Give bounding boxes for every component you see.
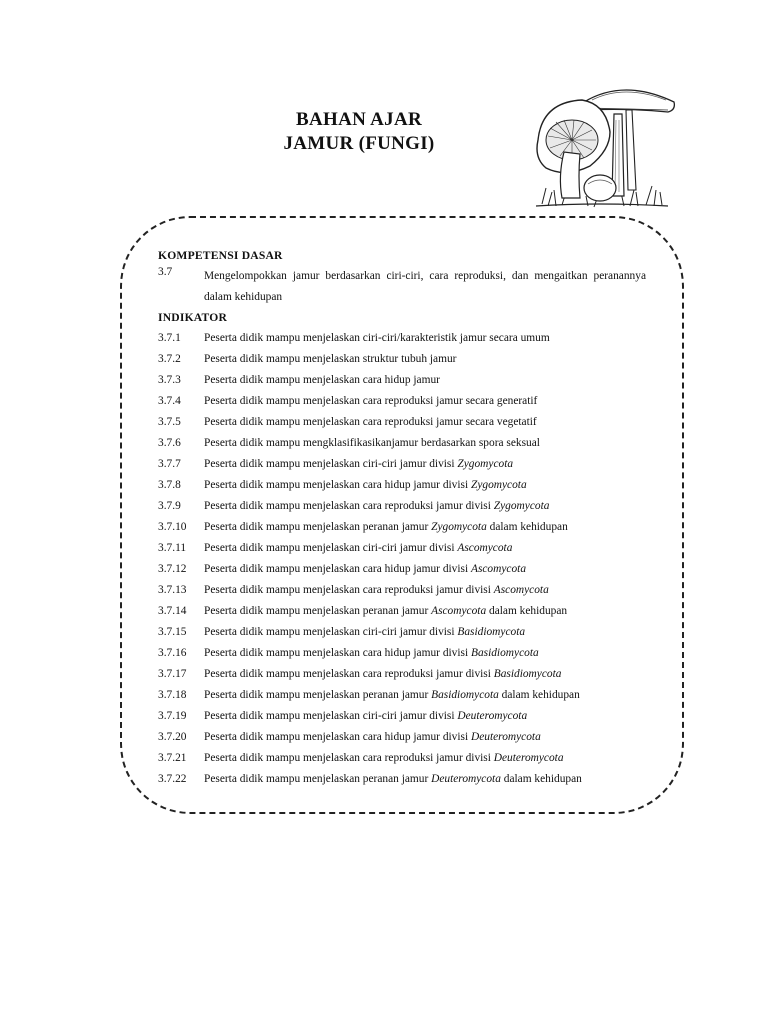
indikator-item <box>158 412 646 433</box>
indikator-text <box>204 412 646 433</box>
indikator-text-suffix: dalam kehidupan <box>486 521 568 533</box>
indikator-item <box>158 370 646 391</box>
indikator-number: 3.7.15 <box>158 626 187 638</box>
indikator-item <box>158 349 646 370</box>
indikator-text-main: Peserta didik mampu menjelaskan ciri-ciri/karakteristik jamur secara umum <box>204 332 550 344</box>
division-name: Ascomycota <box>431 605 487 617</box>
division-name: Ascomycota <box>470 563 527 575</box>
indikator-text-main: Peserta didik mampu menjelaskan ciri-ciri jamur divisi <box>204 626 458 638</box>
indikator-heading: INDIKATOR <box>158 311 228 324</box>
indikator-item <box>158 391 646 412</box>
indikator-number: 3.7.21 <box>158 752 187 764</box>
indikator-number: 3.7.9 <box>158 500 181 512</box>
indikator-text <box>204 769 646 790</box>
indikator-text-main: Peserta didik mampu mengklasifikasikanjamur berdasarkan spora seksual <box>204 437 540 449</box>
indikator-text <box>204 454 646 475</box>
title-line-2: JAMUR (FUNGI) <box>283 133 435 154</box>
indikator-text <box>204 601 646 622</box>
division-name: Ascomycota <box>493 584 549 596</box>
indikator-number: 3.7.1 <box>158 332 181 344</box>
indikator-number: 3.7.12 <box>158 563 187 575</box>
indikator-number: 3.7.4 <box>158 395 181 407</box>
division-name: Basidiomycota <box>493 668 562 680</box>
indikator-number: 3.7.20 <box>158 731 187 743</box>
indikator-item <box>158 769 646 790</box>
indikator-number: 3.7.11 <box>158 542 187 554</box>
indikator-text-main: Peserta didik mampu menjelaskan ciri-ciri jamur divisi <box>204 542 458 554</box>
indikator-text <box>204 517 646 538</box>
indikator-text-main: Peserta didik mampu menjelaskan cara hidup jamur <box>204 374 440 386</box>
indikator-text <box>204 391 646 412</box>
indikator-item <box>158 559 646 580</box>
kompetensi-text: Mengelompokkan jamur berdasarkan ciri-ciri, cara reproduksi, dan mengaitkan peranannya dalam kehidupan <box>204 270 646 303</box>
indikator-list <box>158 328 646 790</box>
indikator-text-suffix: dalam kehidupan <box>498 689 580 701</box>
indikator-text-main: Peserta didik mampu menjelaskan peranan jamur <box>204 521 432 533</box>
indikator-number: 3.7.7 <box>158 458 181 470</box>
division-name: Zygomycota <box>431 521 487 533</box>
indikator-text-main: Peserta didik mampu menjelaskan cara reproduksi jamur divisi <box>204 584 494 596</box>
indikator-number: 3.7.14 <box>158 605 187 617</box>
indikator-text-main: Peserta didik mampu menjelaskan ciri-ciri jamur divisi <box>204 710 458 722</box>
indikator-text-main: Peserta didik mampu menjelaskan struktur tubuh jamur <box>204 353 457 365</box>
indikator-number: 3.7.6 <box>158 437 181 449</box>
indikator-text <box>204 328 646 349</box>
indikator-number: 3.7.10 <box>158 521 187 533</box>
division-name: Ascomycota <box>457 542 513 554</box>
indikator-text-main: Peserta didik mampu menjelaskan cara reproduksi jamur secara generatif <box>204 395 538 407</box>
indikator-text-suffix: dalam kehidupan <box>500 773 582 785</box>
indikator-item <box>158 517 646 538</box>
indikator-item <box>158 433 646 454</box>
title-line-1: BAHAN AJAR <box>296 109 422 130</box>
indikator-item <box>158 622 646 643</box>
indikator-text <box>204 433 646 454</box>
indikator-item <box>158 601 646 622</box>
indikator-number: 3.7.17 <box>158 668 187 680</box>
indikator-text <box>204 706 646 727</box>
indikator-number: 3.7.5 <box>158 416 181 428</box>
indikator-text <box>204 580 646 601</box>
indikator-text-main: Peserta didik mampu menjelaskan cara reproduksi jamur secara vegetatif <box>204 416 537 428</box>
indikator-item <box>158 580 646 601</box>
indikator-text-main: Peserta didik mampu menjelaskan cara hidup jamur divisi <box>204 563 471 575</box>
indikator-text-main: Peserta didik mampu menjelaskan peranan jamur <box>204 689 432 701</box>
indikator-item <box>158 475 646 496</box>
mushroom-illustration <box>528 80 684 212</box>
indikator-text <box>204 727 646 748</box>
kompetensi-number: 3.7 <box>158 266 173 278</box>
indikator-number: 3.7.18 <box>158 689 187 701</box>
indikator-item <box>158 328 646 349</box>
indikator-text-main: Peserta didik mampu menjelaskan cara reproduksi jamur divisi <box>204 668 494 680</box>
indikator-text <box>204 559 646 580</box>
indikator-text <box>204 349 646 370</box>
indikator-item <box>158 643 646 664</box>
indikator-text-main: Peserta didik mampu menjelaskan cara reproduksi jamur divisi <box>204 500 494 512</box>
division-name: Zygomycota <box>457 458 514 470</box>
indikator-text <box>204 370 646 391</box>
indikator-number: 3.7.3 <box>158 374 181 386</box>
indikator-item <box>158 706 646 727</box>
indikator-number: 3.7.19 <box>158 710 187 722</box>
indikator-number: 3.7.22 <box>158 773 187 785</box>
indikator-text <box>204 496 646 517</box>
division-name: Basidiomycota <box>457 626 526 638</box>
indikator-item <box>158 538 646 559</box>
indikator-number: 3.7.13 <box>158 584 187 596</box>
indikator-number: 3.7.2 <box>158 353 181 365</box>
indikator-text-main: Peserta didik mampu menjelaskan peranan jamur <box>204 773 432 785</box>
indikator-text <box>204 643 646 664</box>
kompetensi-heading: KOMPETENSI DASAR <box>158 249 283 262</box>
indikator-number: 3.7.16 <box>158 647 187 659</box>
indikator-item <box>158 496 646 517</box>
division-name: Deuteromycota <box>493 752 564 764</box>
division-name: Deuteromycota <box>470 731 541 743</box>
indikator-item <box>158 727 646 748</box>
indikator-item <box>158 685 646 706</box>
indikator-text-main: Peserta didik mampu menjelaskan ciri-ciri jamur divisi <box>204 458 458 470</box>
kompetensi-item <box>158 266 646 308</box>
division-name: Deuteromycota <box>431 773 501 785</box>
indikator-text <box>204 475 646 496</box>
indikator-text <box>204 622 646 643</box>
indikator-item <box>158 454 646 475</box>
indikator-text <box>204 748 646 769</box>
indikator-text-main: Peserta didik mampu menjelaskan cara hidup jamur divisi <box>204 731 471 743</box>
indikator-text-suffix: dalam kehidupan <box>486 605 568 617</box>
division-name: Basidiomycota <box>431 689 499 701</box>
indikator-text-main: Peserta didik mampu menjelaskan cara hidup jamur divisi <box>204 479 471 491</box>
indikator-text <box>204 685 646 706</box>
indikator-text-main: Peserta didik mampu menjelaskan peranan jamur <box>204 605 432 617</box>
indikator-item <box>158 748 646 769</box>
content-area <box>158 246 646 790</box>
indikator-text-main: Peserta didik mampu menjelaskan cara hidup jamur divisi <box>204 647 471 659</box>
division-name: Deuteromycota <box>457 710 528 722</box>
division-name: Zygomycota <box>493 500 550 512</box>
division-name: Zygomycota <box>470 479 527 491</box>
indikator-item <box>158 664 646 685</box>
division-name: Basidiomycota <box>470 647 539 659</box>
indikator-text <box>204 664 646 685</box>
indikator-number: 3.7.8 <box>158 479 181 491</box>
indikator-text <box>204 538 646 559</box>
indikator-text-main: Peserta didik mampu menjelaskan cara reproduksi jamur divisi <box>204 752 494 764</box>
